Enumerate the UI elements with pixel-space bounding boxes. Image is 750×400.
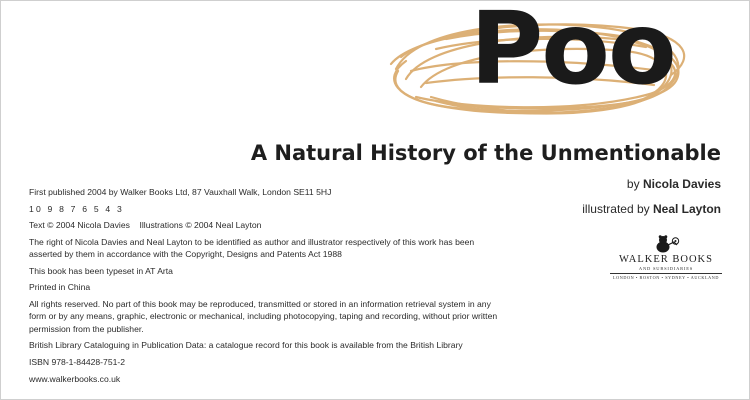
- isbn-line: ISBN 978-1-84428-751-2: [29, 356, 126, 367]
- illustrator-name: Neal Layton: [652, 202, 721, 216]
- illustrator-credit: [582, 202, 721, 216]
- logo-divider: [610, 273, 722, 274]
- author-name: Nicola Davies: [642, 177, 721, 191]
- first-published-line: First published 2004 by Walker Books Ltd, 87 Vauxhall Walk, London SE11 5HJ: [29, 187, 332, 197]
- illustrator-prefix: illustrated by: [582, 202, 650, 216]
- publisher-logo-cities: LONDON • BOSTON • SYDNEY • AUCKLAND: [612, 275, 720, 280]
- publisher-logo-name: WALKER BOOKS: [619, 254, 713, 265]
- book-title: Poo: [470, 0, 675, 107]
- text-copyright: Text © 2004 Nicola Davies: [29, 220, 130, 231]
- copyright-line: [29, 219, 507, 231]
- copyright-imprint: [29, 186, 507, 389]
- author-credit: [627, 177, 721, 191]
- bear-reading-icon: [648, 233, 684, 253]
- book-subtitle: A Natural History of the Unmentionable: [250, 141, 721, 165]
- author-prefix: by: [626, 177, 640, 191]
- publisher-logo-sub: AND SUBSIDIARIES: [638, 266, 694, 271]
- printed-in-line: Printed in China: [29, 282, 91, 293]
- typeset-line: This book has been typeset in AT Arta: [29, 265, 173, 276]
- moral-rights-statement: The right of Nicola Davies and Neal Layton to be identified as author and illustrator respectively of this work has been asserted by them in accordance with the Copyright, Designs and Patents Act 1988: [29, 236, 475, 260]
- illustrations-copyright: Illustrations © 2004 Neal Layton: [139, 220, 262, 231]
- printing-numbers: 10 9 8 7 6 5 4 3: [29, 203, 124, 214]
- cataloguing-statement: British Library Cataloguing in Publication Data: a catalogue record for this book is available from the British Library: [29, 340, 463, 351]
- publisher-website: www.walkerbooks.co.uk: [29, 373, 121, 384]
- rights-reserved-statement: All rights reserved. No part of this book may be reproduced, transmitted or stored in an information retrieval system in any form or by any means, graphic, electronic or mechanical, including photocopying, taping and recording, without prior written permission from the publisher.: [29, 298, 498, 334]
- walker-books-logo: [610, 233, 722, 280]
